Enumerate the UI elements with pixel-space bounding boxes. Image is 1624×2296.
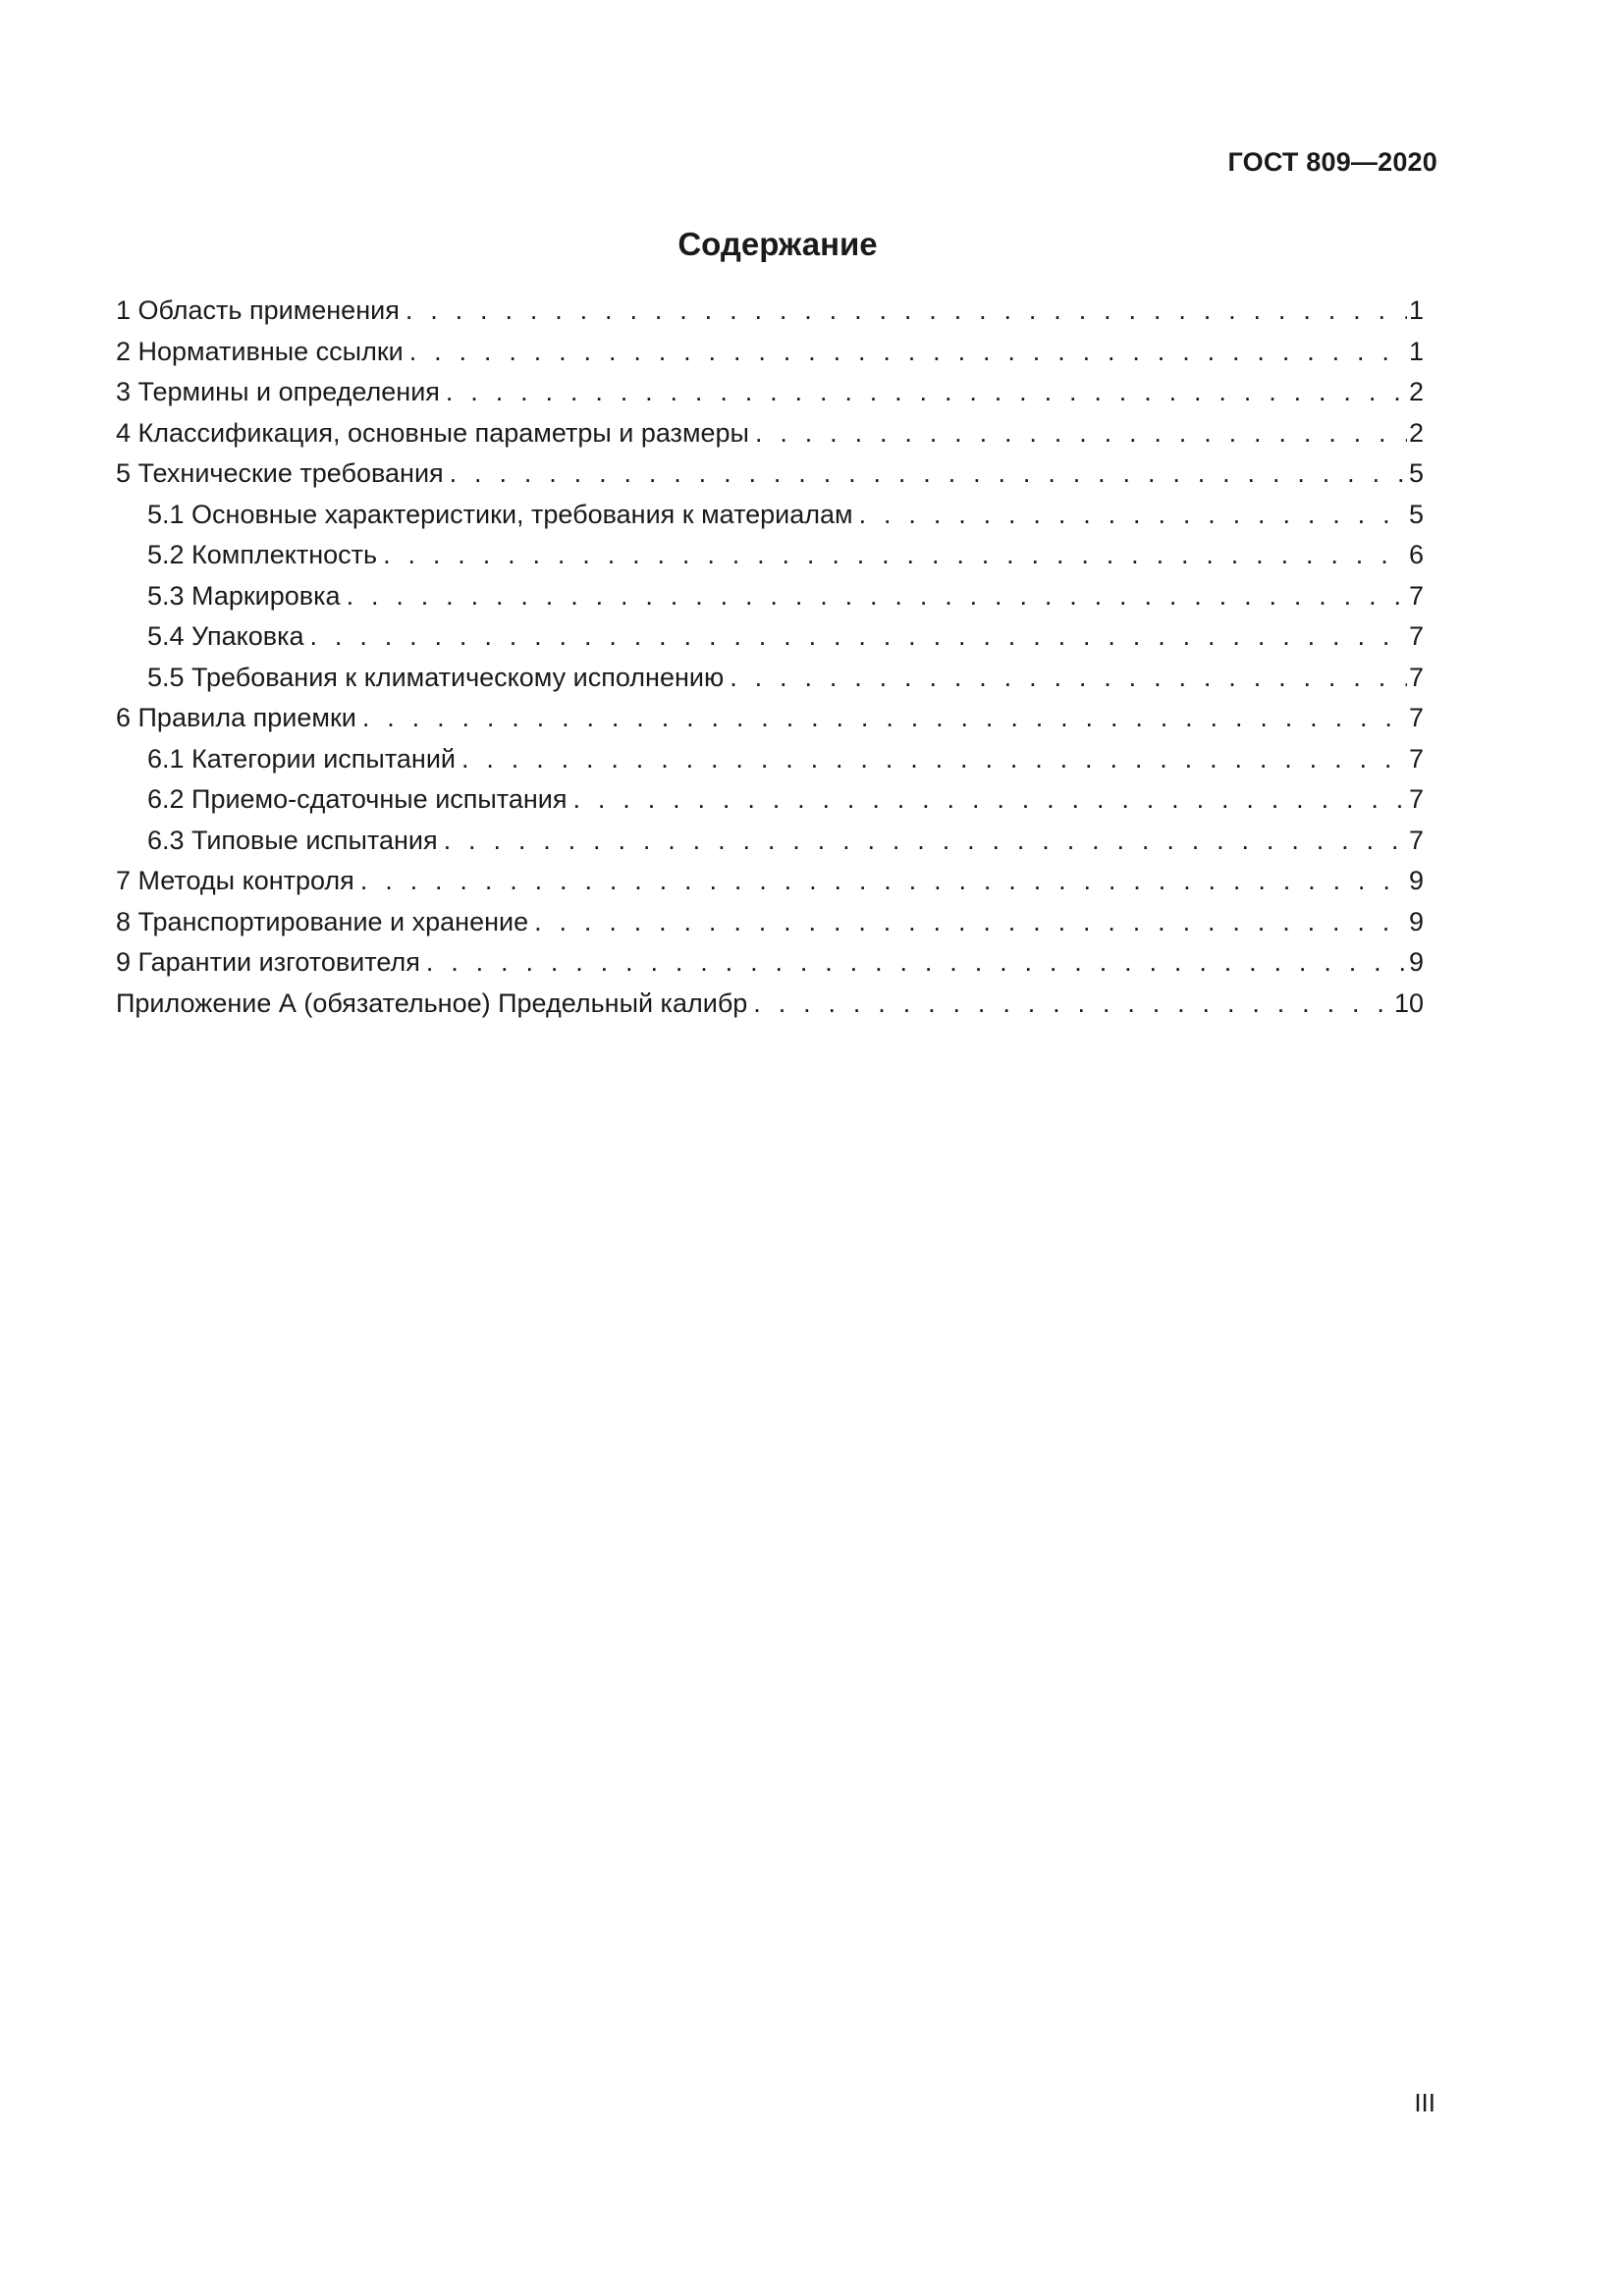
toc-dot-leader: [383, 540, 1407, 570]
toc-entry[interactable]: [116, 458, 1424, 500]
toc-entry-label: 5.2 Комплектность: [147, 540, 378, 569]
toc-entry[interactable]: [116, 540, 1424, 581]
toc-entry[interactable]: [116, 703, 1424, 744]
toc-dot-leader: [444, 826, 1407, 856]
toc-entry-label: 3 Термины и определения: [116, 377, 440, 406]
toc-entry[interactable]: [116, 744, 1424, 785]
toc-entry-page: 7: [1408, 825, 1424, 855]
toc-entry-label: 8 Транспортирование и хранение: [116, 906, 529, 936]
toc-dot-leader: [446, 377, 1407, 407]
toc-entry-page: 2: [1408, 417, 1424, 448]
table-of-contents: [116, 295, 1424, 1029]
toc-entry-page: 7: [1408, 580, 1424, 611]
toc-dot-leader: [426, 947, 1407, 978]
toc-entry[interactable]: [116, 621, 1424, 663]
page-number: III: [1414, 2088, 1435, 2117]
toc-entry-label: 1 Область применения: [116, 295, 400, 325]
toc-dot-leader: [730, 663, 1407, 693]
toc-dot-leader: [362, 703, 1407, 733]
toc-entry-page: 5: [1408, 458, 1424, 488]
toc-entry-page: 6: [1408, 540, 1424, 569]
toc-entry-label: 9 Гарантии изготовителя: [116, 947, 420, 977]
toc-entry-label: 5.4 Упаковка: [147, 621, 304, 651]
toc-title: Содержание: [677, 226, 878, 262]
document-code: ГОСТ 809—2020: [1227, 147, 1437, 177]
toc-entry-label: 4 Классификация, основные параметры и размеры: [116, 417, 749, 448]
toc-entry-page: 10: [1393, 988, 1424, 1018]
toc-dot-leader: [347, 581, 1407, 612]
toc-entry-page: 9: [1408, 906, 1424, 936]
toc-entry-page: 2: [1408, 377, 1424, 406]
toc-entry-label: 5.1 Основные характеристики, требования к материалам: [147, 499, 853, 529]
toc-dot-leader: [573, 784, 1407, 815]
toc-entry[interactable]: [116, 866, 1424, 907]
toc-entry[interactable]: [116, 663, 1424, 704]
toc-entry[interactable]: [116, 377, 1424, 418]
toc-dot-leader: [753, 988, 1392, 1019]
toc-entry-label: 6 Правила приемки: [116, 703, 356, 732]
toc-entry[interactable]: [116, 826, 1424, 867]
toc-entry-label: 6.3 Типовые испытания: [147, 825, 438, 855]
toc-entry-page: 5: [1408, 499, 1424, 529]
toc-entry[interactable]: [116, 295, 1424, 337]
toc-entry-page: 7: [1408, 743, 1424, 774]
toc-entry-page: 7: [1408, 621, 1424, 651]
toc-dot-leader: [310, 621, 1407, 652]
toc-entry-page: 9: [1408, 866, 1424, 895]
toc-dot-leader: [755, 418, 1407, 449]
toc-entry[interactable]: [116, 907, 1424, 948]
toc-dot-leader: [450, 458, 1407, 489]
toc-dot-leader: [859, 500, 1407, 530]
toc-dot-leader: [406, 295, 1407, 326]
toc-entry-label: 6.2 Приемо-сдаточные испытания: [147, 784, 568, 814]
toc-entry-label: Приложение А (обязательное) Предельный калибр: [116, 988, 748, 1018]
toc-entry[interactable]: [116, 947, 1424, 988]
toc-entry[interactable]: [116, 784, 1424, 826]
toc-entry-label: 5.5 Требования к климатическому исполнению: [147, 662, 725, 692]
toc-entry[interactable]: [116, 581, 1424, 622]
toc-entry[interactable]: [116, 988, 1424, 1030]
toc-entry[interactable]: [116, 500, 1424, 541]
toc-entry[interactable]: [116, 337, 1424, 378]
toc-dot-leader: [409, 337, 1407, 367]
toc-dot-leader: [360, 866, 1407, 896]
toc-entry-page: 1: [1408, 295, 1424, 325]
toc-entry-page: 1: [1408, 336, 1424, 366]
toc-entry-label: 5 Технические требования: [116, 458, 444, 488]
toc-dot-leader: [461, 744, 1407, 774]
toc-entry-page: 7: [1408, 703, 1424, 732]
toc-entry-label: 6.1 Категории испытаний: [147, 743, 456, 774]
toc-entry-label: 7 Методы контроля: [116, 866, 354, 895]
toc-entry-label: 2 Нормативные ссылки: [116, 336, 404, 366]
toc-entry-page: 7: [1408, 662, 1424, 692]
toc-dot-leader: [534, 907, 1407, 937]
toc-entry[interactable]: [116, 418, 1424, 459]
toc-entry-page: 9: [1408, 947, 1424, 977]
toc-entry-label: 5.3 Маркировка: [147, 580, 341, 611]
toc-entry-page: 7: [1408, 784, 1424, 814]
